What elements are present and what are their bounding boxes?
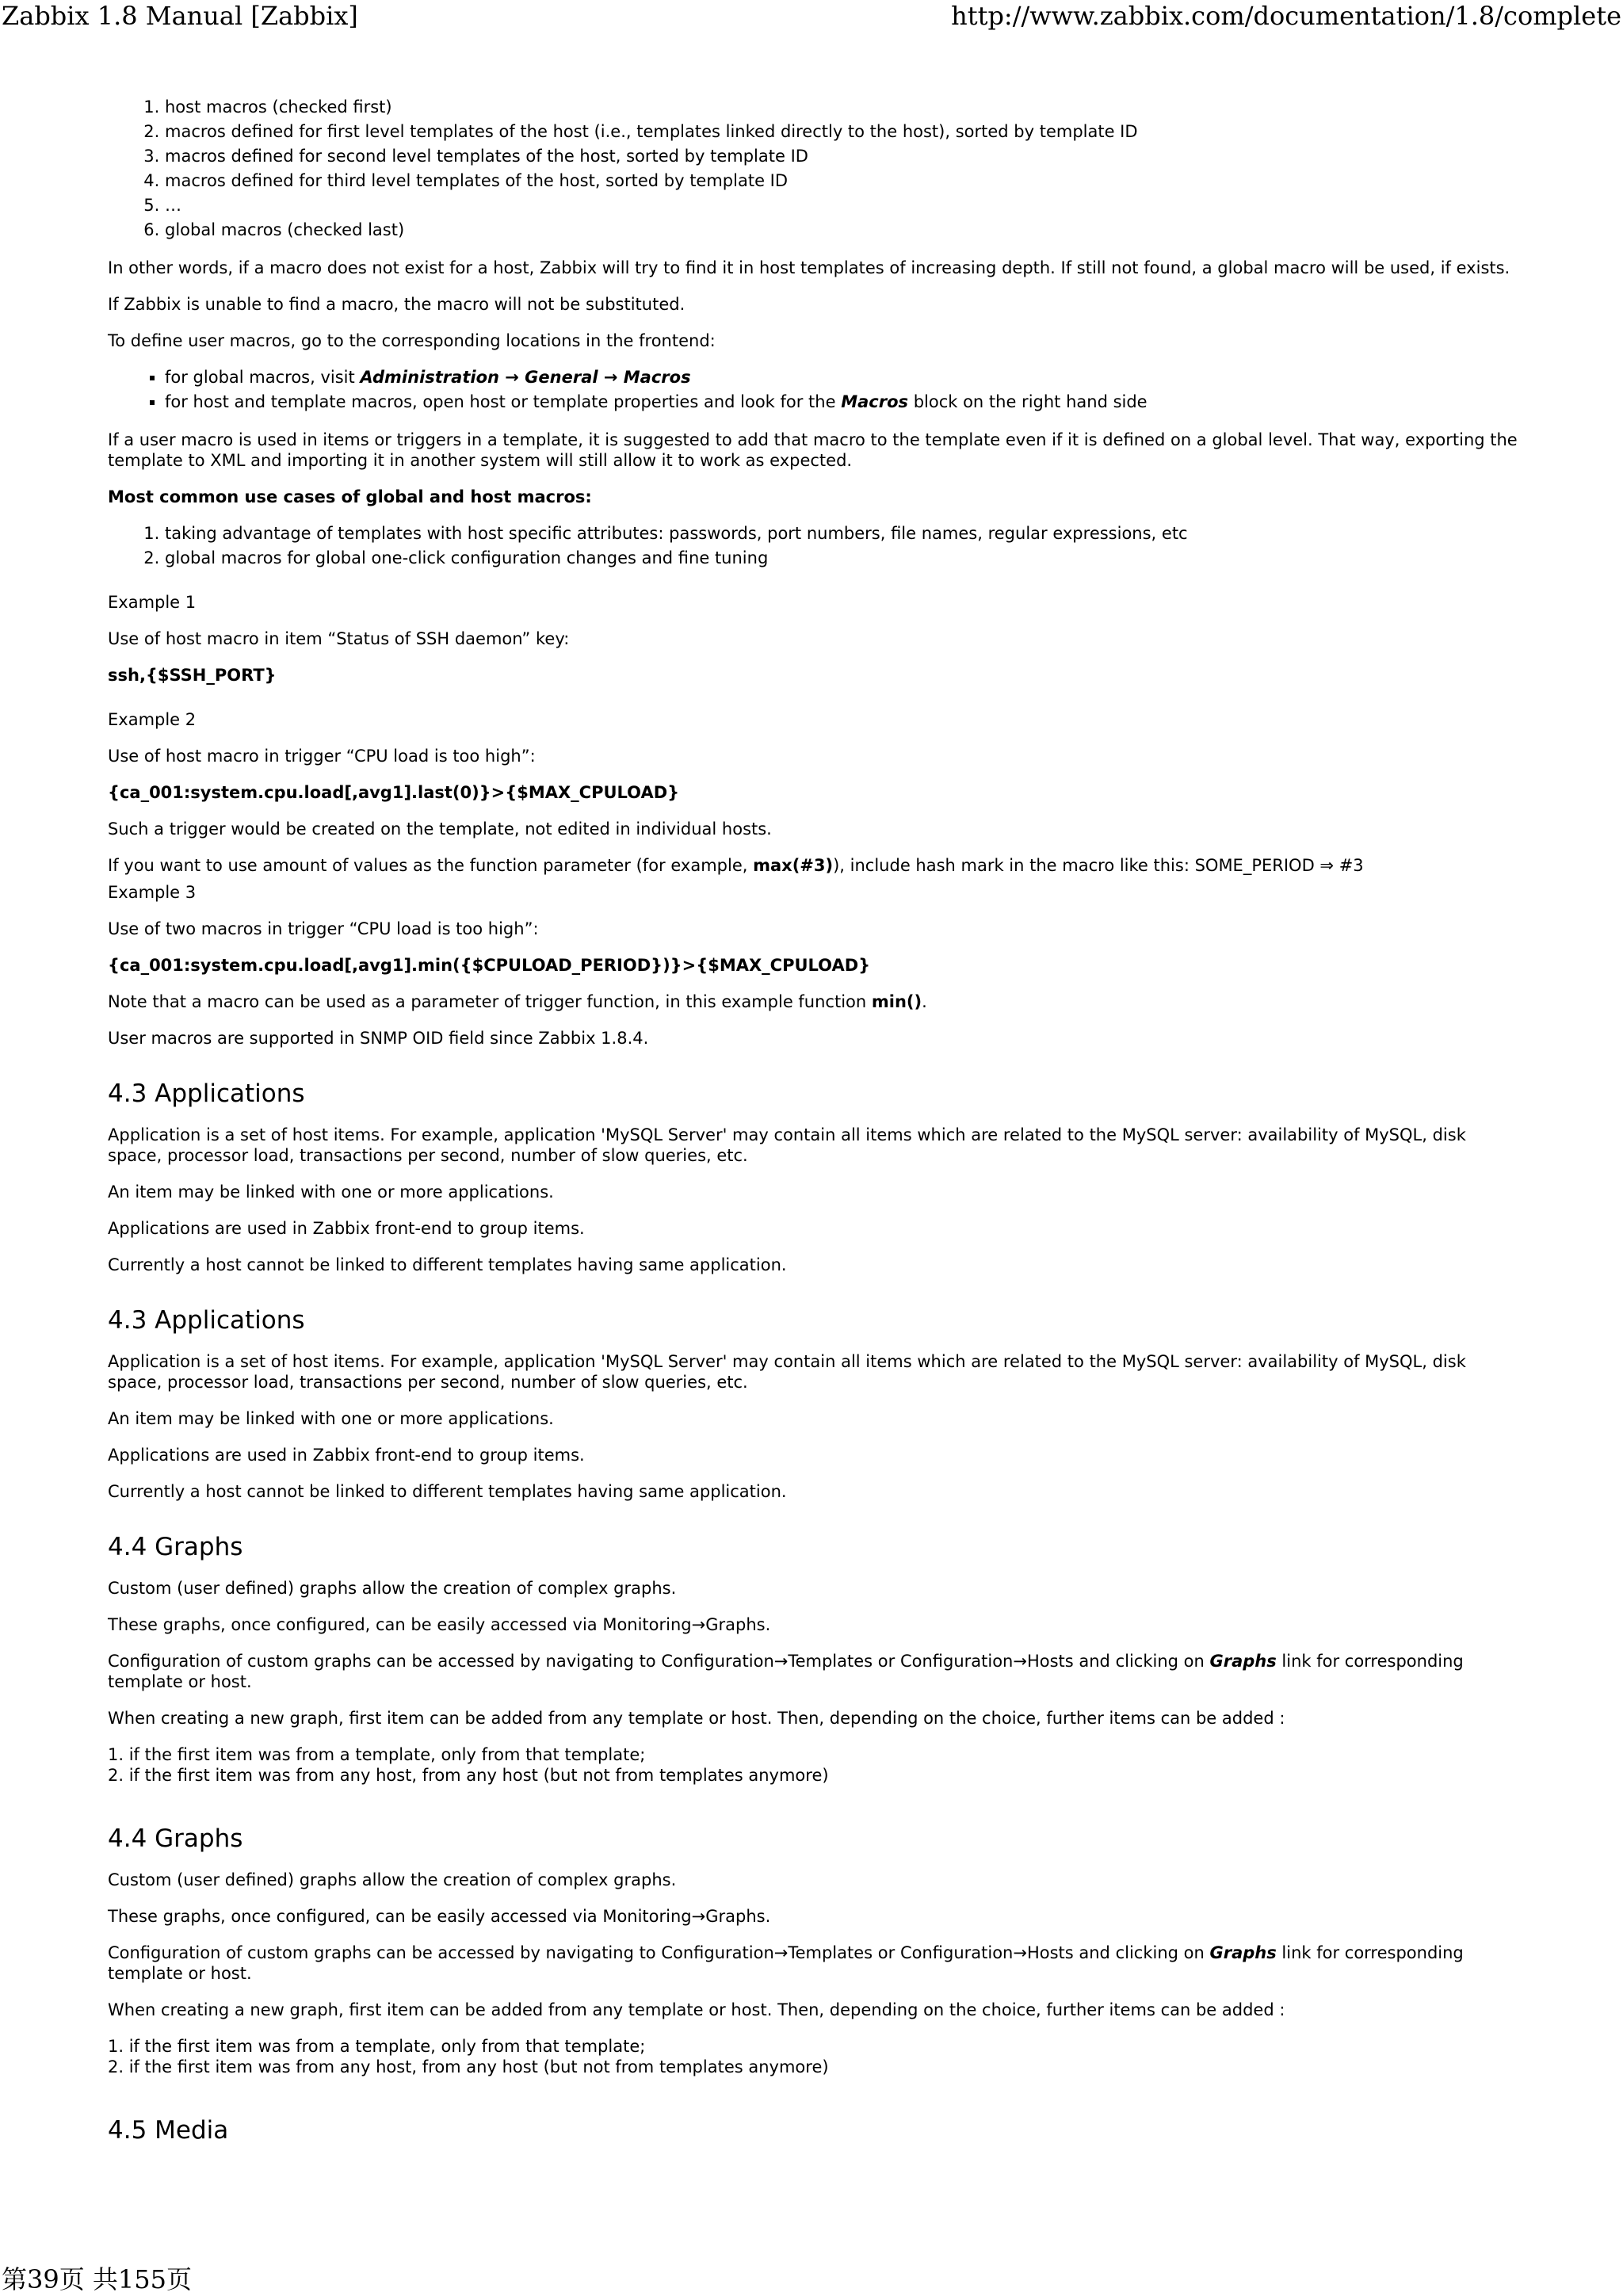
applications-p4: Currently a host cannot be linked to different templates having same application. xyxy=(108,1255,787,1274)
graphs-link-label: Graphs xyxy=(1209,1652,1277,1671)
applications-p3: Applications are used in Zabbix front-end to group items. xyxy=(108,1446,585,1465)
example-1-title: Example 1 xyxy=(108,593,197,612)
graphs-rule-1: 1. if the first item was from a template, only from that template; xyxy=(108,2037,646,2056)
example-3-title: Example 3 xyxy=(108,883,197,902)
graphs-p4: When creating a new graph, first item can be added from any template or host. Then, depending on the choice, further items can be added : xyxy=(108,2000,1285,2019)
paragraph-other-words: In other words, if a macro does not exist for a host, Zabbix will try to find it in host templates of increasing depth. If still not found, a global macro will be used, if exists. xyxy=(108,258,1510,277)
section-heading-graphs-repeat: 4.4 Graphs xyxy=(108,1824,243,1853)
graphs-p2: These graphs, once configured, can be easily accessed via Monitoring→Graphs. xyxy=(108,1615,771,1634)
paragraph-template-xml: If a user macro is used in items or triggers in a template, it is suggested to add that macro to the template even if it is defined on a global level. That way, exporting the template to XML and importing it in another system will still allow it to work as expected. xyxy=(108,430,1518,470)
graphs-link-label: Graphs xyxy=(1209,1943,1277,1962)
manual-content xyxy=(108,97,1518,2161)
graphs-rule-2: 2. if the first item was from any host, from any host (but not from templates anymore) xyxy=(108,2057,829,2076)
section-heading-applications-repeat: 4.3 Applications xyxy=(108,1306,305,1335)
graphs-p2: These graphs, once configured, can be easily accessed via Monitoring→Graphs. xyxy=(108,1907,771,1926)
document-url: http://www.zabbix.com/documentation/1.8/complete xyxy=(951,1,1621,31)
list-item: 1. host macros (checked first) xyxy=(165,97,1518,117)
applications-p3: Applications are used in Zabbix front-end to group items. xyxy=(108,1219,585,1238)
example-2-note: Such a trigger would be created on the template, not edited in individual hosts. xyxy=(108,819,772,839)
graphs-p4: When creating a new graph, first item can be added from any template or host. Then, depending on the choice, further items can be added : xyxy=(108,1709,1285,1728)
list-item: 1. taking advantage of templates with host specific attributes: passwords, port numbers, file names, regular expressions, etc xyxy=(165,523,1518,544)
example-2-hash-note: If you want to use amount of values as the function parameter (for example, max(#3)), include hash mark in the macro like this: SOME_PERIOD ⇒ #3 xyxy=(108,856,1364,875)
print-header xyxy=(0,0,1623,32)
list-item-global-macros: ▪ for global macros, visit Administration → General → Macros xyxy=(165,367,1518,388)
graphs-rules xyxy=(108,1744,1518,1786)
paragraph-unable: If Zabbix is unable to find a macro, the macro will not be substituted. xyxy=(108,295,685,314)
graphs-rule-1: 1. if the first item was from a template, only from that template; xyxy=(108,1745,646,1764)
list-item: 2. macros defined for first level templates of the host (i.e., templates linked directly to the host), sorted by template ID xyxy=(165,121,1518,142)
list-item-host-macros: ▪ for host and template macros, open host or template properties and look for the Macros block on the right hand side xyxy=(165,392,1518,412)
use-cases-list xyxy=(108,523,1518,568)
example-2-code: {ca_001:system.cpu.load[,avg1].last(0)}>{$MAX_CPULOAD} xyxy=(108,783,680,802)
list-item: 6. global macros (checked last) xyxy=(165,220,1518,240)
macro-resolution-order-list xyxy=(108,97,1518,240)
example-2-title: Example 2 xyxy=(108,710,197,729)
example-3-code: {ca_001:system.cpu.load[,avg1].min({$CPULOAD_PERIOD})}>{$MAX_CPULOAD} xyxy=(108,956,871,975)
applications-p4: Currently a host cannot be linked to different templates having same application. xyxy=(108,1482,787,1501)
list-item: 4. macros defined for third level templates of the host, sorted by template ID xyxy=(165,170,1518,191)
paragraph-define: To define user macros, go to the corresponding locations in the frontend: xyxy=(108,331,716,350)
graphs-rules xyxy=(108,2036,1518,2077)
list-item: 5. … xyxy=(165,195,1518,216)
applications-p2: An item may be linked with one or more applications. xyxy=(108,1182,554,1201)
example-2-desc: Use of host macro in trigger “CPU load is too high”: xyxy=(108,747,536,766)
define-locations-list xyxy=(108,367,1518,412)
list-item: 3. macros defined for second level templates of the host, sorted by template ID xyxy=(165,146,1518,166)
applications-p1: Application is a set of host items. For example, application 'MySQL Server' may contain all items which are related to the MySQL server: availability of MySQL, disk space, processor load, transactions per second, number of slow queries, etc. xyxy=(108,1125,1466,1165)
example-3-note: Note that a macro can be used as a parameter of trigger function, in this example function min(). xyxy=(108,992,927,1011)
graphs-rule-2: 2. if the first item was from any host, from any host (but not from templates anymore) xyxy=(108,1766,829,1785)
page-counter: 第39页 共155页 xyxy=(2,2264,192,2294)
section-heading-media: 4.5 Media xyxy=(108,2116,229,2145)
example-3-desc: Use of two macros in trigger “CPU load is too high”: xyxy=(108,919,539,938)
example-1-code: ssh,{$SSH_PORT} xyxy=(108,666,277,685)
example-1-desc: Use of host macro in item “Status of SSH daemon” key: xyxy=(108,629,570,648)
document-title: Zabbix 1.8 Manual [Zabbix] xyxy=(2,1,358,31)
graphs-p1: Custom (user defined) graphs allow the creation of complex graphs. xyxy=(108,1870,677,1889)
applications-p1: Application is a set of host items. For example, application 'MySQL Server' may contain all items which are related to the MySQL server: availability of MySQL, disk space, processor load, transactions per second, number of slow queries, etc. xyxy=(108,1352,1466,1392)
list-item: 2. global macros for global one-click configuration changes and fine tuning xyxy=(165,548,1518,568)
paragraph-snmp: User macros are supported in SNMP OID field since Zabbix 1.8.4. xyxy=(108,1029,649,1048)
graphs-p1: Custom (user defined) graphs allow the creation of complex graphs. xyxy=(108,1579,677,1598)
graphs-p3: Configuration of custom graphs can be accessed by navigating to Configuration→Templates or Configuration→Hosts and clicking on Graphs link for corresponding template or host. xyxy=(108,1652,1464,1691)
section-heading-applications: 4.3 Applications xyxy=(108,1079,305,1108)
use-cases-title: Most common use cases of global and host macros: xyxy=(108,487,592,506)
applications-p2: An item may be linked with one or more applications. xyxy=(108,1409,554,1428)
section-heading-graphs: 4.4 Graphs xyxy=(108,1533,243,1561)
admin-macros-path: Administration → General → Macros xyxy=(360,368,691,387)
macros-block-label: Macros xyxy=(841,392,909,411)
graphs-p3: Configuration of custom graphs can be accessed by navigating to Configuration→Templates or Configuration→Hosts and clicking on Graphs link for corresponding template or host. xyxy=(108,1943,1464,1983)
